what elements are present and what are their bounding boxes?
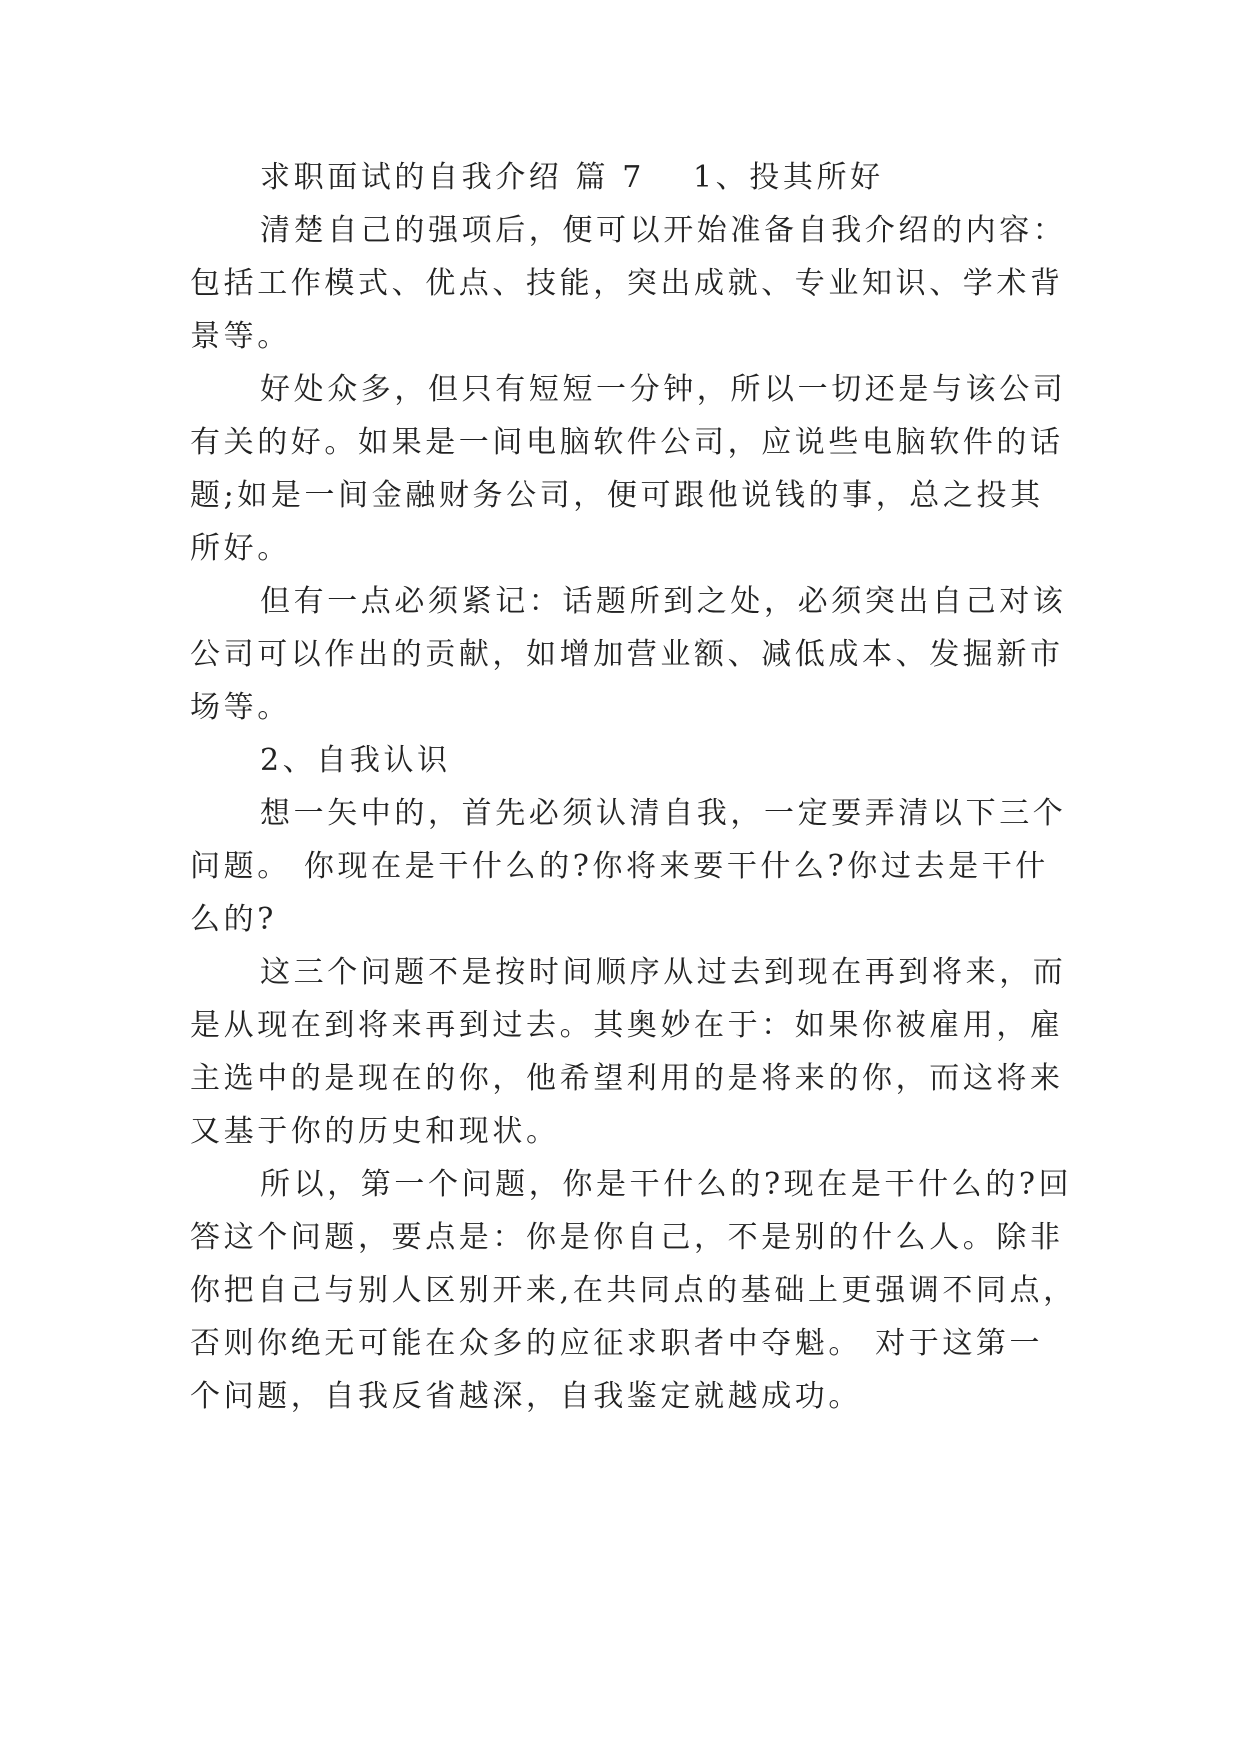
- paragraph-line: 包括工作模式、优点、技能，突出成就、专业知识、学术背: [190, 266, 1064, 301]
- paragraph-line: 是从现在到将来再到过去。其奥妙在于：如果你被雇用，雇: [190, 1008, 1064, 1043]
- paragraph-line: 么的?: [190, 902, 277, 937]
- paragraph-line: 答这个问题，要点是：你是你自己，不是别的什么人。除非: [190, 1220, 1064, 1255]
- section-heading-2: 2、自我认识: [260, 743, 451, 778]
- section-heading-1: 1、投其所好: [693, 160, 884, 195]
- paragraph-line: 有关的好。如果是一间电脑软件公司，应说些电脑软件的话: [190, 425, 1064, 460]
- document-title: 求职面试的自我介绍 篇 7: [260, 160, 645, 195]
- paragraph-line: 场等。: [190, 690, 291, 725]
- paragraph-line: 又基于你的历史和现状。: [190, 1114, 560, 1149]
- paragraph-line: 好处众多，但只有短短一分钟，所以一切还是与该公司: [260, 372, 1067, 407]
- paragraph-line: 但有一点必须紧记：话题所到之处，必须突出自己对该: [260, 584, 1067, 619]
- paragraph-line: 想一矢中的，首先必须认清自我，一定要弄清以下三个: [260, 796, 1067, 831]
- paragraph-line: 否则你绝无可能在众多的应征求职者中夺魁。 对于这第一: [190, 1326, 1044, 1361]
- paragraph-line: 这三个问题不是按时间顺序从过去到现在再到将来，而: [260, 955, 1067, 990]
- paragraph-line: 题;如是一间金融财务公司，便可跟他说钱的事，总之投其: [190, 478, 1044, 513]
- paragraph-line: 个问题，自我反省越深，自我鉴定就越成功。: [190, 1379, 862, 1414]
- paragraph-line: 主选中的是现在的你，他希望利用的是将来的你，而这将来: [190, 1061, 1064, 1096]
- paragraph-line: 所好。: [190, 531, 291, 566]
- paragraph-line: 所以，第一个问题，你是干什么的?现在是干什么的?回: [260, 1167, 1073, 1202]
- paragraph-line: 问题。 你现在是干什么的?你将来要干什么?你过去是干什: [190, 849, 1049, 884]
- paragraph-line: 公司可以作出的贡献，如增加营业额、减低成本、发掘新市: [190, 637, 1064, 672]
- paragraph-line: 景等。: [190, 319, 291, 354]
- paragraph-line: 你把自己与别人区别开来,在共同点的基础上更强调不同点，: [190, 1273, 1077, 1308]
- paragraph-line: 清楚自己的强项后，便可以开始准备自我介绍的内容：: [260, 213, 1067, 248]
